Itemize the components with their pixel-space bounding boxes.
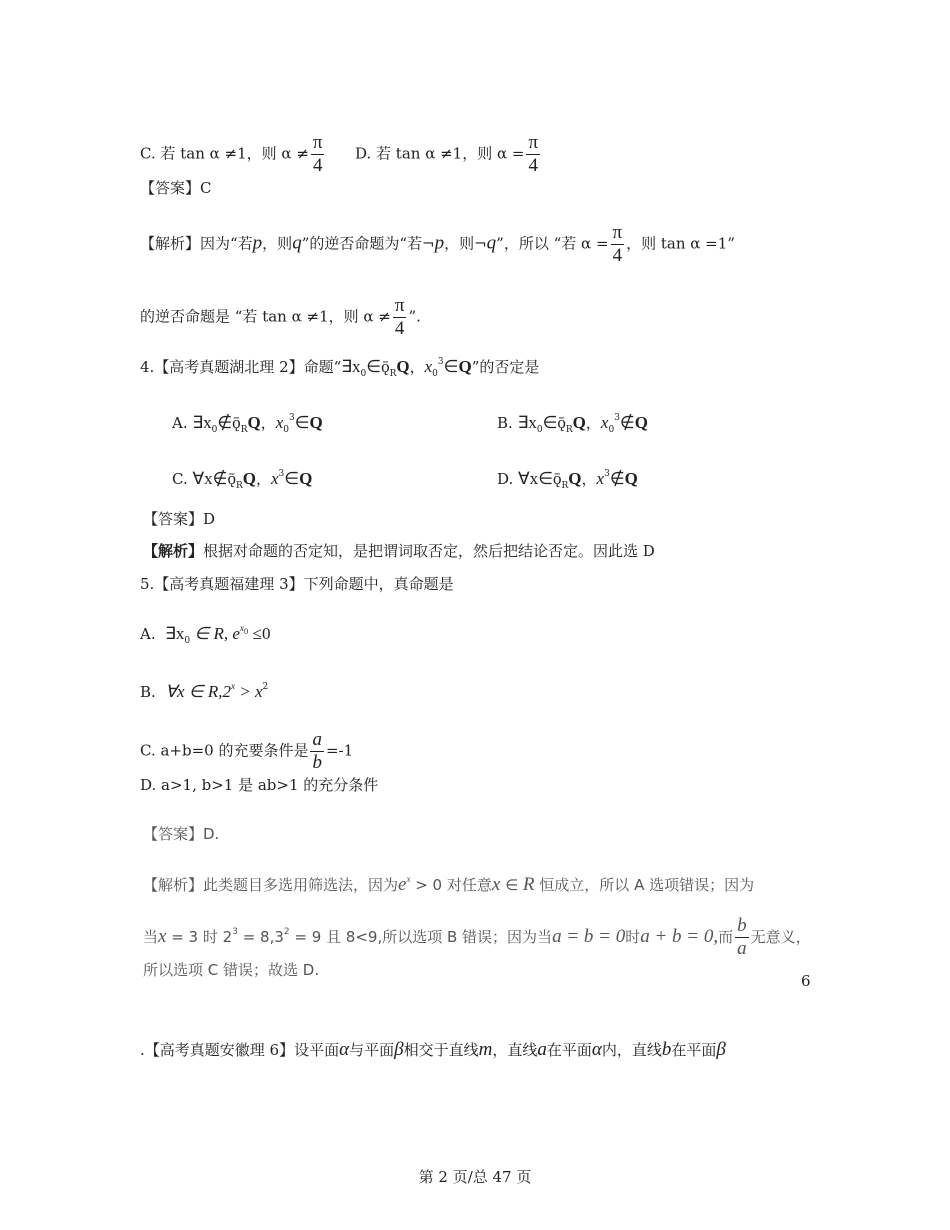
q4-explanation: 【解析】根据对命题的否定知，是把谓词取否定，然后把结论否定。因此选 D [143,542,655,560]
q3-explanation-line2: 的逆否命题是 “若 tan α ≠1，则 α ≠ $\frac{\pi}{4}$ ”. [140,295,421,339]
q3-option-c-text: C. 若 tan α ≠1，则 α ≠ [140,144,309,163]
fraction: $\frac{\pi}{4}$ [312,132,323,176]
q3-option-d [355,132,542,177]
q4-option-a: A. $\exists x_0\notin ǭ_RQ$，$x_0^3\in Q$ [172,413,323,435]
q5-explanation-line3: 所以选项 C 错误；故选 D. [143,961,320,979]
fraction: $\frac{b}{a}$ [737,915,747,959]
q4-option-d: D. $\forall x\in ǭ_RQ$，$x^3\notin Q$ [497,469,638,491]
fraction: $\frac{\pi}{4}$ [528,132,539,176]
q3-answer: 【答案】C [140,179,212,197]
q5-option-c: C. a+b=0 的充要条件是 $\frac{a}{b}$ =-1 [140,729,354,773]
q5-explanation-line2: 当x = 3 时 $2^3 = 8,3^2 = 9$ 且 8<9,所以选项 B 错误；因为当a = b = 0时a + b = 0,而 $\frac{b}{a}$ 无意义， [143,915,811,959]
q5-option-b: B. ∀x ∈ $R,2^x > x^2$ [140,681,269,701]
q5-answer: 【答案】D. [143,825,220,843]
q4-stem: 4.【高考真题湖北理 2】命题“$\exists x_0\in ǭ_RQ$，$x_0^3\in Q$”的否定是 [140,357,540,379]
q5-option-a: A. $\exists x_0$ ∈ R, $e^{x0} \le 0$ [140,623,271,646]
page-mark: 6 [801,972,811,990]
q3-option-d-text: D. 若 tan α ≠1，则 α = [355,144,525,163]
q4-option-c: C. $\forall x\notin ǭ_RQ$，$x^3\in Q$ [172,469,313,491]
q6-stem: .【高考真题安徽理 6】设平面α与平面β相交于直线m，直线a在平面α内，直线b在平面β [140,1039,726,1060]
page-footer: 第 2 页/总 47 页 [418,1168,532,1186]
q5-explanation-line1: 【解析】此类题目多选用筛选法，因为$e^x > 0$ 对任意x ∈ R 恒成立，所以 A 选项错误；因为 [143,874,755,895]
q4-option-b: B. $\exists x_0\in ǭ_RQ$，$x_0^3\notin Q$ [497,413,648,435]
fraction: $\frac{\pi}{4}$ [394,295,405,339]
fraction: $\frac{\pi}{4}$ [612,222,623,266]
q3-explanation-line1: 【解析】因为“若p，则q”的逆否命题为“若¬p，则¬q”，所以 “若 α = $\frac{\pi}{4}$ ，则 tan α =1” [140,222,735,266]
q4-answer: 【答案】D [143,510,216,528]
fraction: $\frac{a}{b}$ [312,729,322,773]
q5-option-d: D. a>1, b>1 是 ab>1 的充分条件 [140,776,379,794]
q3-option-c [140,132,326,177]
q5-stem: 5.【高考真题福建理 3】下列命题中，真命题是 [140,575,454,593]
